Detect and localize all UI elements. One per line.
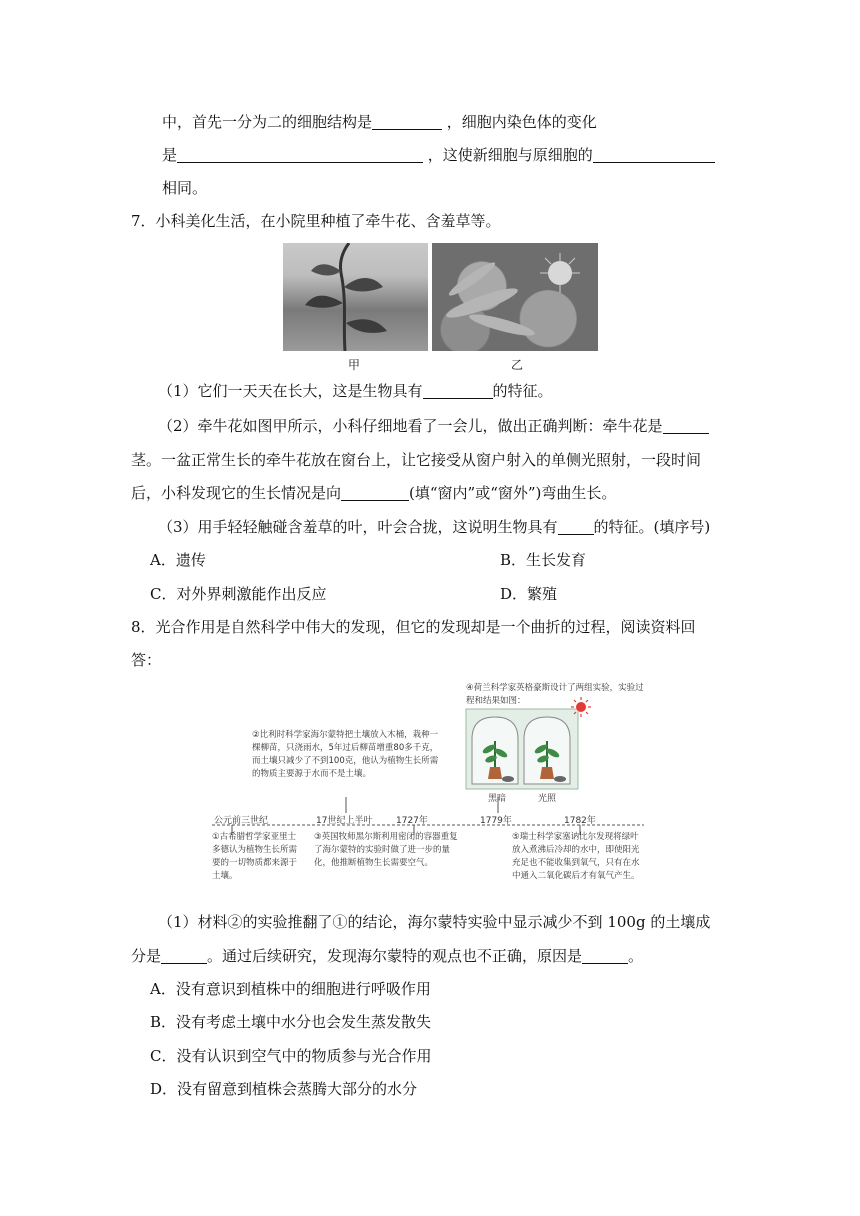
answer-blank[interactable]: [582, 947, 628, 964]
timeline-note-3: ③英国牧师黑尔斯利用密闭的容器重复了海尔蒙特的实验时做了进一步的量化，他推断植物生长需要空气。: [314, 832, 458, 868]
timeline-tick-label: 公元前三世纪: [214, 816, 269, 826]
q8-text: 分是: [131, 947, 162, 965]
q8-stem-line-1: 8．光合作用是自然科学中伟大的发现，但它的发现却是一个曲折的过程，阅读资料回: [131, 618, 696, 636]
q7-part-3: [158, 516, 710, 538]
q7-option-a[interactable]: A．遗传: [150, 551, 206, 569]
q7-option-c[interactable]: C．对外界刺激能作出反应: [150, 585, 327, 603]
timeline-note-1: ①古希腊哲学家亚里士多德认为植物生长所需要的一切物质都来源于土壤。: [212, 832, 298, 881]
q7-part-1: [158, 380, 553, 402]
q7-part-2-line-1: [158, 415, 709, 437]
q8-option-c[interactable]: C．没有认识到空气中的物质参与光合作用: [150, 1047, 432, 1065]
photo-caption-b: 乙: [511, 358, 524, 372]
q7-text: （3）用手轻轻触碰含羞草的叶，叶会合拢，这说明生物具有: [158, 518, 558, 536]
photosynthesis-timeline-figure: [208, 679, 648, 901]
q8-option-b[interactable]: B．没有考虑土壤中水分也会发生蒸发散失: [150, 1013, 432, 1031]
q8-option-a[interactable]: A．没有意识到植株中的细胞进行呼吸作用: [150, 980, 431, 998]
q6-text: 是: [162, 146, 178, 164]
q6-line-2: [162, 144, 715, 166]
q8-option-d[interactable]: D．没有留意到植株会蒸腾大部分的水分: [150, 1080, 418, 1098]
answer-blank[interactable]: [372, 113, 442, 130]
mimosa-leaf-icon: [432, 243, 598, 351]
q7-text: (填“窗内”或“窗外”)弯曲生长。: [409, 484, 617, 502]
morning-glory-photo: [283, 243, 428, 351]
q6-text: 相同。: [162, 179, 208, 197]
q8-text: 。通过后续研究，发现海尔蒙特的观点也不正确，原因是: [207, 947, 583, 965]
mimosa-photo: [432, 243, 598, 351]
timeline-tick-label: 1727年: [396, 816, 428, 826]
q7-text: （2）牵牛花如图甲所示，小科仔细地看了一会儿，做出正确判断：牵牛花是: [158, 417, 663, 435]
timeline-dark-label: 黑暗: [488, 794, 507, 804]
q7-option-b[interactable]: B．生长发育: [500, 551, 587, 569]
answer-blank[interactable]: [593, 146, 715, 163]
answer-blank[interactable]: [177, 146, 423, 163]
q7-part-2-line-2: 茎。一盆正常生长的牵牛花放在窗台上，让它接受从窗户射入的单侧光照射，一段时间: [131, 451, 702, 469]
q7-text: 的特征。(填序号): [593, 518, 711, 536]
q6-line-3: [162, 177, 207, 199]
q6-text: ，细胞内染色体的变化: [442, 113, 597, 131]
timeline-light-label: 光照: [538, 794, 557, 804]
q6-line-1: [162, 111, 597, 133]
timeline-tick-label: 1782年: [564, 816, 596, 826]
q7-text: （1）它们一天天在长大，这是生物具有: [158, 382, 423, 400]
q6-text: ，这使新细胞与原细胞的: [423, 146, 593, 164]
q7-part-2-line-3: [131, 482, 616, 504]
q6-text: 中，首先一分为二的细胞结构是: [162, 113, 373, 131]
q7-text: 的特征。: [492, 382, 553, 400]
timeline-note-4: ④荷兰科学家英格豪斯设计了两组实验，实验过程和结果如图：: [466, 683, 644, 706]
timeline-tick-label: 1779年: [480, 816, 512, 826]
timeline-note-5: ⑤瑞士科学家塞讷比尔发现将绿叶放入煮沸后冷却的水中，即使阳光充足也不能收集到氧气，只有在水中通入二氧化碳后才有氧气产生。: [512, 832, 640, 881]
q8-part-1-line-1: （1）材料②的实验推翻了①的结论，海尔蒙特实验中显示减少不到 100g 的土壤成: [158, 913, 711, 931]
answer-blank[interactable]: [663, 417, 709, 434]
q8-stem-line-2: 答：: [131, 651, 162, 669]
answer-blank[interactable]: [161, 947, 207, 964]
timeline-tick-label: 17世纪上半叶: [316, 816, 373, 826]
answer-blank[interactable]: [423, 382, 493, 399]
answer-blank[interactable]: [341, 484, 409, 501]
q7-option-d[interactable]: D．繁殖: [500, 585, 558, 603]
answer-blank[interactable]: [558, 518, 594, 535]
plant-stem-icon: [283, 243, 428, 351]
q7-stem: 7．小科美化生活，在小院里种植了牵牛花、含羞草等。: [131, 212, 501, 230]
timeline-note-2: ②比利时科学家海尔蒙特把土壤放入木桶，栽种一棵柳苗，只浇雨水，5年过后柳苗增重80多千克，而土壤只减少了不到100克，他认为植物生长所需的物质主要源于水而不是土壤。: [252, 730, 439, 779]
q7-text: 后，小科发现它的生长情况是向: [131, 484, 342, 502]
photo-caption-a: 甲: [348, 358, 361, 372]
q8-part-1-line-2: [131, 945, 643, 967]
q8-text: 。: [628, 947, 644, 965]
